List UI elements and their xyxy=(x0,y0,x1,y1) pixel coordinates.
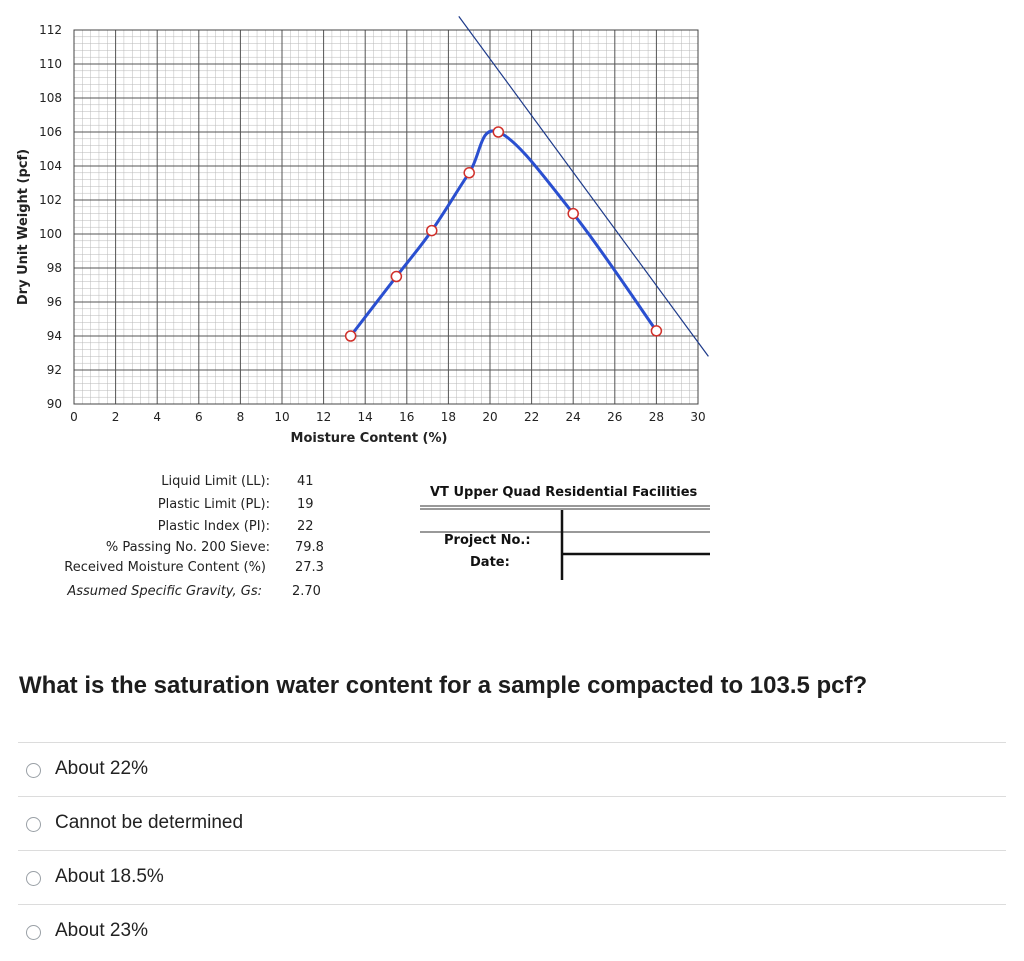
property-value: 79.8 xyxy=(295,540,324,555)
radio-button[interactable] xyxy=(26,817,41,832)
x-tick-label: 0 xyxy=(70,410,78,424)
x-tick-label: 6 xyxy=(194,410,203,424)
answer-option[interactable] xyxy=(18,904,1006,958)
y-tick-label: 90 xyxy=(46,397,62,411)
property-label: Plastic Index (PI): xyxy=(157,519,270,534)
property-value: 2.70 xyxy=(292,584,321,599)
x-tick-label: 14 xyxy=(357,410,373,424)
option-label[interactable]: Cannot be determined xyxy=(55,812,244,833)
y-tick-label: 108 xyxy=(39,91,62,105)
project-title: VT Upper Quad Residential Facilities xyxy=(430,485,698,500)
x-tick-label: 2 xyxy=(111,410,120,424)
title-block xyxy=(420,480,710,580)
data-point xyxy=(346,331,356,341)
compaction-chart xyxy=(0,0,1024,460)
x-tick-label: 10 xyxy=(274,410,290,424)
y-tick-label: 110 xyxy=(39,57,62,71)
radio-button[interactable] xyxy=(26,925,41,940)
y-tick-label: 98 xyxy=(46,261,62,275)
project-number-label: Project No.: xyxy=(444,533,531,548)
soil-properties-table xyxy=(0,466,360,616)
property-label: Received Moisture Content (%) xyxy=(64,560,266,575)
data-point xyxy=(427,226,437,236)
property-label: % Passing No. 200 Sieve: xyxy=(105,540,270,555)
x-tick-label: 22 xyxy=(523,410,540,424)
x-tick-label: 16 xyxy=(399,410,415,424)
option-label[interactable]: About 18.5% xyxy=(55,866,164,887)
property-value: 27.3 xyxy=(295,560,324,575)
x-axis-label: Moisture Content (%) xyxy=(290,431,448,446)
property-value: 19 xyxy=(297,497,314,512)
x-tick-label: 4 xyxy=(153,410,162,424)
option-label[interactable]: About 22% xyxy=(55,758,148,779)
y-tick-label: 102 xyxy=(39,193,62,207)
plot-frame xyxy=(74,30,698,404)
x-tick-label: 20 xyxy=(482,410,498,424)
property-value: 41 xyxy=(297,474,314,489)
y-tick-label: 112 xyxy=(39,23,62,37)
data-point xyxy=(464,168,474,178)
property-value: 22 xyxy=(297,519,314,534)
x-tick-label: 8 xyxy=(236,410,245,424)
data-point xyxy=(568,209,578,219)
answer-option[interactable] xyxy=(18,850,1006,904)
radio-button[interactable] xyxy=(26,763,41,778)
y-axis-label: Dry Unit Weight (pcf) xyxy=(16,148,31,306)
property-label: Liquid Limit (LL): xyxy=(161,474,270,489)
answer-option[interactable] xyxy=(18,796,1006,850)
property-label: Plastic Limit (PL): xyxy=(157,497,270,512)
compaction-curve-line xyxy=(351,131,657,336)
x-tick-label: 30 xyxy=(690,410,706,424)
property-label: Assumed Specific Gravity, Gs: xyxy=(67,584,262,599)
y-tick-label: 94 xyxy=(46,329,62,343)
data-point xyxy=(391,272,401,282)
data-point xyxy=(493,127,503,137)
y-tick-label: 106 xyxy=(39,125,62,139)
y-tick-label: 96 xyxy=(46,295,62,309)
y-tick-label: 92 xyxy=(46,363,62,377)
x-tick-label: 28 xyxy=(648,410,665,424)
x-tick-label: 24 xyxy=(565,410,581,424)
y-tick-label: 104 xyxy=(39,159,62,173)
x-tick-label: 12 xyxy=(315,410,332,424)
y-tick-label: 100 xyxy=(39,227,62,241)
data-point xyxy=(651,326,661,336)
x-tick-label: 18 xyxy=(440,410,457,424)
answer-options xyxy=(18,742,1006,958)
x-tick-label: 26 xyxy=(607,410,623,424)
question-text: What is the saturation water content for a sample compacted to 103.5 pcf? xyxy=(19,672,868,699)
option-label[interactable]: About 23% xyxy=(55,920,148,941)
radio-button[interactable] xyxy=(26,871,41,886)
date-label: Date: xyxy=(470,555,510,570)
answer-option[interactable] xyxy=(18,742,1006,796)
